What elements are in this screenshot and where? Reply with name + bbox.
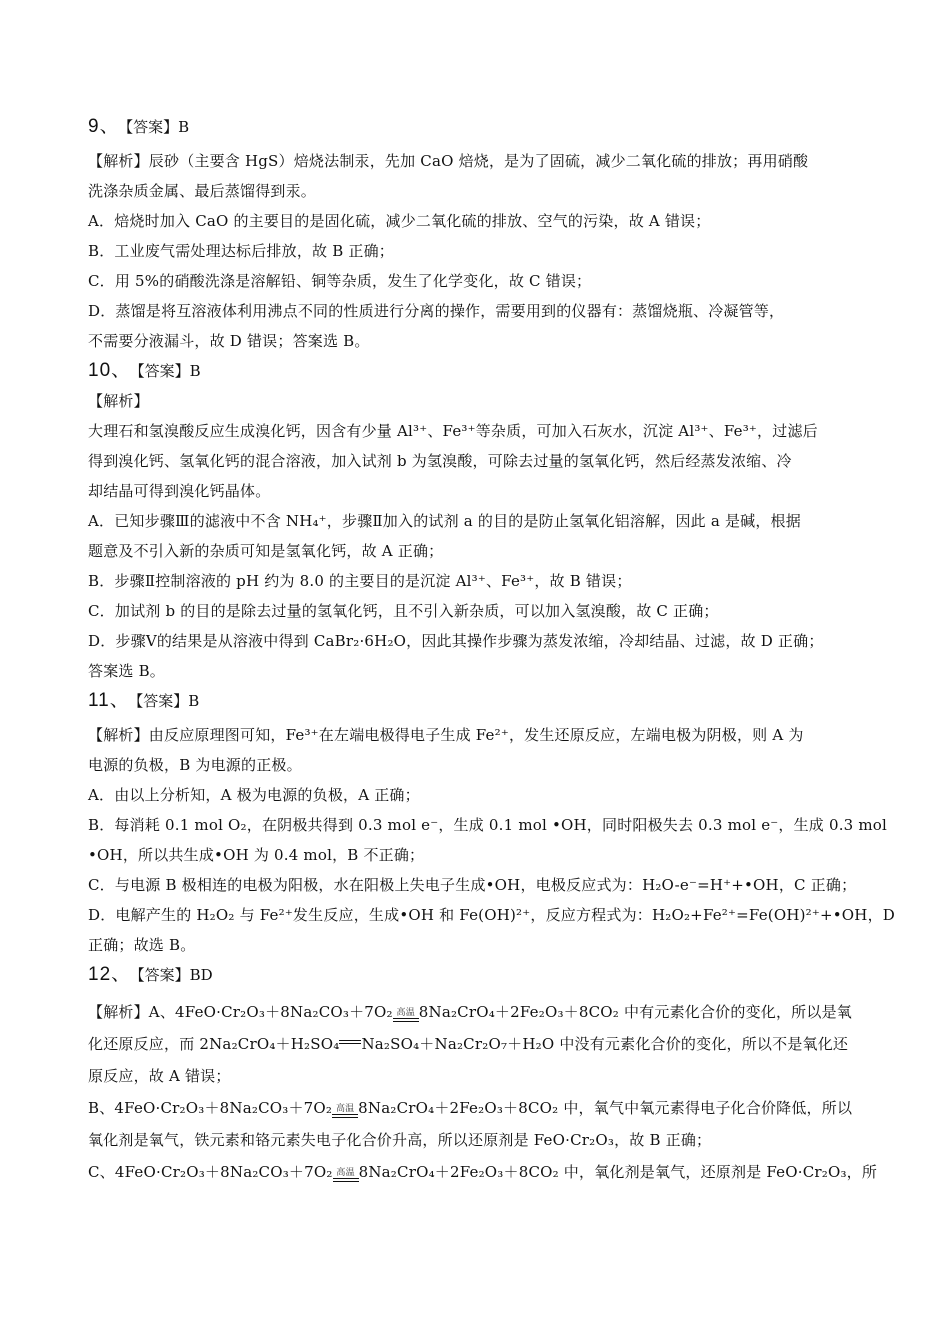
q10-line: 却结晶可得到溴化钙晶体。 (88, 482, 271, 500)
q11-line: D．电解产生的 H₂O₂ 与 Fe²⁺发生反应，生成•OH 和 Fe(OH)²⁺，反应方程式为：H₂O₂+Fe²⁺=Fe(OH)²⁺+•OH，D (88, 906, 896, 924)
q10-line: 题意及不引入新的杂质可知是氢氧化钙，故 A 正确； (88, 542, 444, 560)
high-temp-arrow (332, 1104, 358, 1118)
q9-line: 洗涤杂质金属、最后蒸馏得到汞。 (88, 182, 317, 200)
q12-text: 化还原反应，而 2Na₂CrO₄＋H₂SO₄ (88, 1035, 340, 1053)
q12-text: 【解析】A、4FeO·Cr₂O₃＋8Na₂CO₃＋7O₂ (88, 1003, 393, 1021)
q12-line (88, 1092, 868, 1124)
q9-answer: 【答案】B (125, 118, 190, 136)
q11-heading (88, 686, 868, 716)
q9-number: 9、 (88, 116, 120, 137)
q10-line: A．已知步骤Ⅲ的滤液中不含 NH₄⁺，步骤Ⅱ加入的试剂 a 的目的是防止氢氧化铝溶解，因此 a 是碱，根据 (88, 512, 801, 530)
q9-line: D．蒸馏是将互溶液体利用沸点不同的性质进行分离的操作，需要用到的仪器有：蒸馏烧瓶、冷凝管等， (88, 302, 785, 320)
q10-heading (88, 356, 868, 386)
q12-text: 8Na₂CrO₄＋2Fe₂O₃＋8CO₂ 中有元素化合价的变化，所以是氧 (418, 1003, 852, 1021)
q12-line: 原反应，故 A 错误； (88, 1067, 231, 1085)
q9-line: B．工业废气需处理达标后排放，故 B 正确； (88, 242, 394, 260)
q10-line: 得到溴化钙、氢氧化钙的混合溶液，加入试剂 b 为氢溴酸，可除去过量的氢氧化钙，然后经蒸发浓缩、冷 (88, 452, 792, 470)
q12-text: C、4FeO·Cr₂O₃＋8Na₂CO₃＋7O₂ (88, 1163, 333, 1181)
q9-explanation (88, 146, 868, 356)
q11-explanation (88, 720, 896, 960)
q10-line: 答案选 B。 (88, 662, 165, 680)
eq-condition: 高温 (335, 1104, 355, 1114)
q10-line: C．加试剂 b 的目的是除去过量的氢氧化钙，且不引入新杂质，可以加入氢溴酸，故 C 正确； (88, 602, 719, 620)
q12-number: 12、 (88, 964, 132, 985)
q11-answer: 【答案】B (135, 692, 200, 710)
q11-number: 11、 (88, 690, 130, 711)
q12-answer: 【答案】BD (137, 966, 213, 984)
q11-line: 电源的负极，B 为电源的正极。 (88, 756, 302, 774)
q11-line: •OH，所以共生成•OH 为 0.4 mol，B 不正确； (88, 846, 425, 864)
q10-line: B．步骤Ⅱ控制溶液的 pH 约为 8.0 的主要目的是沉淀 Al³⁺、Fe³⁺，故 B 错误； (88, 572, 632, 590)
q11-line: A．由以上分析知，A 极为电源的负极，A 正确； (88, 786, 420, 804)
q9-heading (88, 112, 868, 142)
q10-line: D．步骤Ⅴ的结果是从溶液中得到 CaBr₂·6H₂O，因此其操作步骤为蒸发浓缩，冷却结晶、过滤，故 D 正确； (88, 632, 824, 650)
q12-line: 氧化剂是氧气，铁元素和铬元素失电子化合价升高，所以还原剂是 FeO·Cr₂O₃，故 B 正确； (88, 1131, 712, 1149)
answer-page (88, 112, 896, 1188)
q12-line (88, 1156, 878, 1188)
q10-number: 10、 (88, 360, 132, 381)
q12-text: Na₂SO₄＋Na₂Cr₂O₇＋H₂O 中没有元素化合价的变化，所以不是氧化还 (361, 1035, 849, 1053)
high-temp-arrow (333, 1168, 359, 1182)
reversible-arrow (339, 1038, 361, 1046)
q10-line: 【解析】 (88, 392, 149, 410)
q11-line: 【解析】由反应原理图可知，Fe³⁺在左端电极得电子生成 Fe²⁺，发生还原反应，左端电极为阴极，则 A 为 (88, 726, 804, 744)
q12-line (88, 1028, 868, 1060)
q10-explanation (88, 386, 868, 686)
q9-line: C．用 5%的硝酸洗涤是溶解铅、铜等杂质，发生了化学变化，故 C 错误； (88, 272, 592, 290)
q11-line: 正确；故选 B。 (88, 936, 196, 954)
q9-line: A．焙烧时加入 CaO 的主要目的是固化硫，减少二氧化硫的排放、空气的污染，故 A 错误； (88, 212, 711, 230)
q10-answer: 【答案】B (137, 362, 201, 380)
q9-line: 不需要分液漏斗，故 D 错误；答案选 B。 (88, 332, 370, 350)
q11-line: B．每消耗 0.1 mol O₂，在阴极共得到 0.3 mol e⁻，生成 0.1 mol •OH，同时阳极失去 0.3 mol e⁻，生成 0.3 mol (88, 816, 888, 834)
q12-heading (88, 960, 868, 990)
high-temp-arrow (393, 1008, 419, 1022)
q12-text: 8Na₂CrO₄＋2Fe₂O₃＋8CO₂ 中，氧化剂是氧气，还原剂是 FeO·Cr₂O₃，所 (358, 1163, 878, 1181)
q12-explanation (88, 996, 878, 1188)
q9-line: 【解析】辰砂（主要含 HgS）焙烧法制汞，先加 CaO 焙烧，是为了固硫，减少二氧化硫的排放；再用硝酸 (88, 152, 809, 170)
q12-line (88, 996, 868, 1028)
eq-condition: 高温 (396, 1008, 415, 1018)
q12-text: B、4FeO·Cr₂O₃＋8Na₂CO₃＋7O₂ (88, 1099, 333, 1117)
eq-condition: 高温 (336, 1168, 355, 1178)
q11-line: C．与电源 B 极相连的电极为阳极，水在阳极上失电子生成•OH，电极反应式为：H₂O-e⁻=H⁺+•OH，C 正确； (88, 876, 857, 894)
q10-line: 大理石和氢溴酸反应生成溴化钙，因含有少量 Al³⁺、Fe³⁺等杂质，可加入石灰水，沉淀 Al³⁺、Fe³⁺，过滤后 (88, 422, 818, 440)
q12-text: 8Na₂CrO₄＋2Fe₂O₃＋8CO₂ 中，氧气中氧元素得电子化合价降低，所以 (358, 1099, 853, 1117)
